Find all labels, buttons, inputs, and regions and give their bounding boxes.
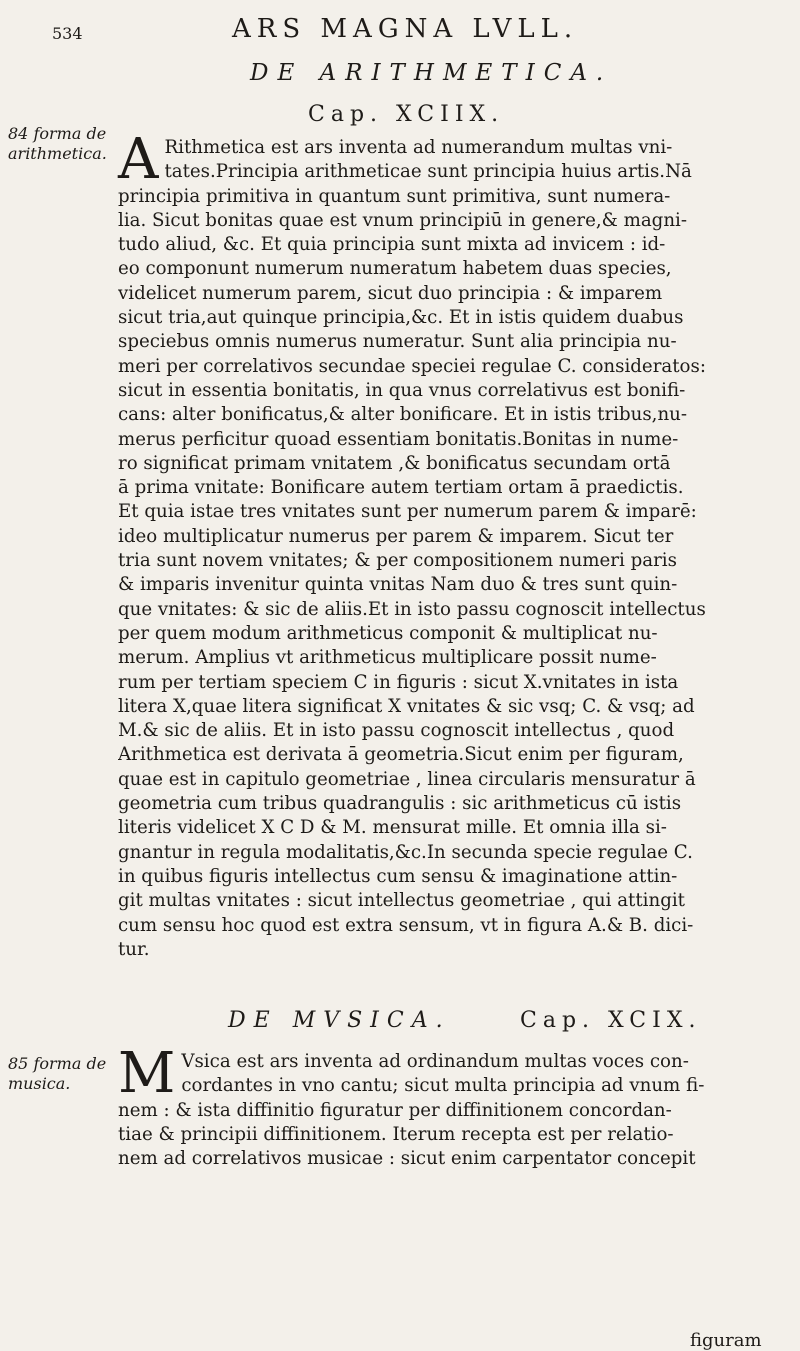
arithmetica-line: tur.	[118, 938, 150, 960]
arithmetica-line: gnantur in regula modalitatis,&c.In secunda specie regulae C.	[118, 841, 693, 863]
chapter-number-1: Cap. XCIIX.	[308, 102, 505, 127]
musica-line: Vsica est ars inventa ad ordinandum multas voces con-	[181, 1051, 689, 1072]
musica-line: tiae & principii diffinitionem. Iterum recepta est per relatio-	[118, 1123, 674, 1145]
arithmetica-line: git multas vnitates : sicut intellectus geometriae , qui attingit	[118, 890, 685, 912]
margin-note-1: 84 forma de arithmetica.	[8, 124, 107, 163]
arithmetica-line: principia primitiva in quantum sunt primitiva, sunt numera-	[118, 185, 671, 207]
arithmetica-line: eo componunt numerum numeratum habetem duas species,	[118, 258, 672, 280]
arithmetica-line: in quibus figuris intellectus cum sensu & imaginatione attin-	[118, 865, 678, 887]
margin-note-2: 85 forma de musica.	[8, 1054, 107, 1093]
arithmetica-line: cans: alter bonificatus,& alter bonificare. Et in istis tribus,nu-	[118, 404, 688, 426]
arithmetica-line: sicut in essentia bonitatis, in qua vnus correlativus est bonifi-	[118, 379, 686, 401]
chapter-number-2: Cap. XCIX.	[520, 1008, 702, 1033]
arithmetica-line: M.& sic de aliis. Et in isto passu cognoscit intellectus , quod	[118, 720, 675, 742]
running-title: ARS MAGNA LVLL.	[232, 14, 579, 44]
arithmetica-line: literis videlicet X C D & M. mensurat mille. Et omnia illa si-	[118, 817, 667, 839]
arithmetica-line: meri per correlativos secundae speciei regulae C. consideratos:	[118, 355, 706, 377]
arithmetica-line: lia. Sicut bonitas quae est vnum principiū in genere,& magni-	[118, 209, 687, 231]
arithmetica-line: merus perficitur quoad essentiam bonitatis.Bonitas in nume-	[118, 428, 679, 450]
arithmetica-line: Et quia istae tres vnitates sunt per numerum parem & imparē:	[118, 501, 697, 523]
arithmetica-line: tates.Principia arithmeticae sunt principia huius artis.Nā	[164, 161, 692, 183]
arithmetica-line: per quem modum arithmeticus componit & multiplicat nu-	[118, 622, 658, 644]
arithmetica-line: & imparis invenitur quinta vnitas Nam duo & tres sunt quin-	[118, 574, 678, 596]
arithmetica-line: Arithmetica est derivata ā geometria.Sicut enim per figuram,	[118, 744, 684, 766]
catchword: figuram	[690, 1330, 762, 1351]
arithmetica-line: tudo aliud, &c. Et quia principia sunt mixta ad invicem : id-	[118, 234, 666, 256]
paragraph-arithmetica	[118, 127, 778, 962]
arithmetica-line: cum sensu hoc quod est extra sensum, vt in figura A.& B. dici-	[118, 914, 694, 936]
arithmetica-line: speciebus omnis numerus numeratur. Sunt alia principia nu-	[118, 331, 677, 353]
arithmetica-line: ā prima vnitate: Bonificare autem tertiam ortam ā praedictis.	[118, 477, 684, 499]
arithmetica-line: tria sunt novem vnitates; & per compositionem numeri paris	[118, 550, 677, 572]
arithmetica-line: geometria cum tribus quadrangulis : sic arithmeticus cū istis	[118, 793, 682, 815]
text-block-arithmetica	[118, 127, 778, 962]
text-block-musica	[118, 1041, 778, 1171]
arithmetica-line: litera X,quae litera significat X vnitates & sic vsq; C. & vsq; ad	[118, 695, 695, 717]
arithmetica-line: ro significat primam vnitatem ,& bonificatus secundam ortā	[118, 452, 671, 474]
musica-line: cordantes in vno cantu; sicut multa principia ad vnum fi-	[181, 1075, 705, 1097]
arithmetica-line: ideo multiplicatur numerus per parem & imparem. Sicut ter	[118, 525, 674, 547]
musica-line: nem : & ista diffinitio figuratur per diffinitionem concordan-	[118, 1099, 672, 1121]
section-heading-arithmetica: DE ARITHMETICA.	[250, 60, 613, 86]
drop-cap-2: M	[118, 1041, 176, 1106]
arithmetica-line: Rithmetica est ars inventa ad numerandum multas vni-	[164, 137, 673, 158]
page-header	[0, 14, 800, 54]
arithmetica-line: videlicet numerum parem, sicut duo principia : & imparem	[118, 282, 663, 304]
arithmetica-line: merum. Amplius vt arithmeticus multiplicare possit nume-	[118, 647, 657, 669]
drop-cap-1: A	[118, 127, 159, 192]
musica-line: nem ad correlativos musicae : sicut enim carpentator concepit	[118, 1148, 696, 1170]
arithmetica-line: quae est in capitulo geometriae , linea circularis mensuratur ā	[118, 768, 696, 790]
paragraph-musica	[118, 1041, 778, 1171]
section-heading-musica: DE MVSICA.	[228, 1008, 451, 1033]
arithmetica-line: sicut tria,aut quinque principia,&c. Et in istis quidem duabus	[118, 307, 684, 329]
arithmetica-line: que vnitates: & sic de aliis.Et in isto passu cognoscit intellectus	[118, 598, 706, 620]
arithmetica-line: rum per tertiam speciem C in figuris : sicut X.vnitates in ista	[118, 671, 679, 693]
page-number: 534	[52, 24, 83, 43]
